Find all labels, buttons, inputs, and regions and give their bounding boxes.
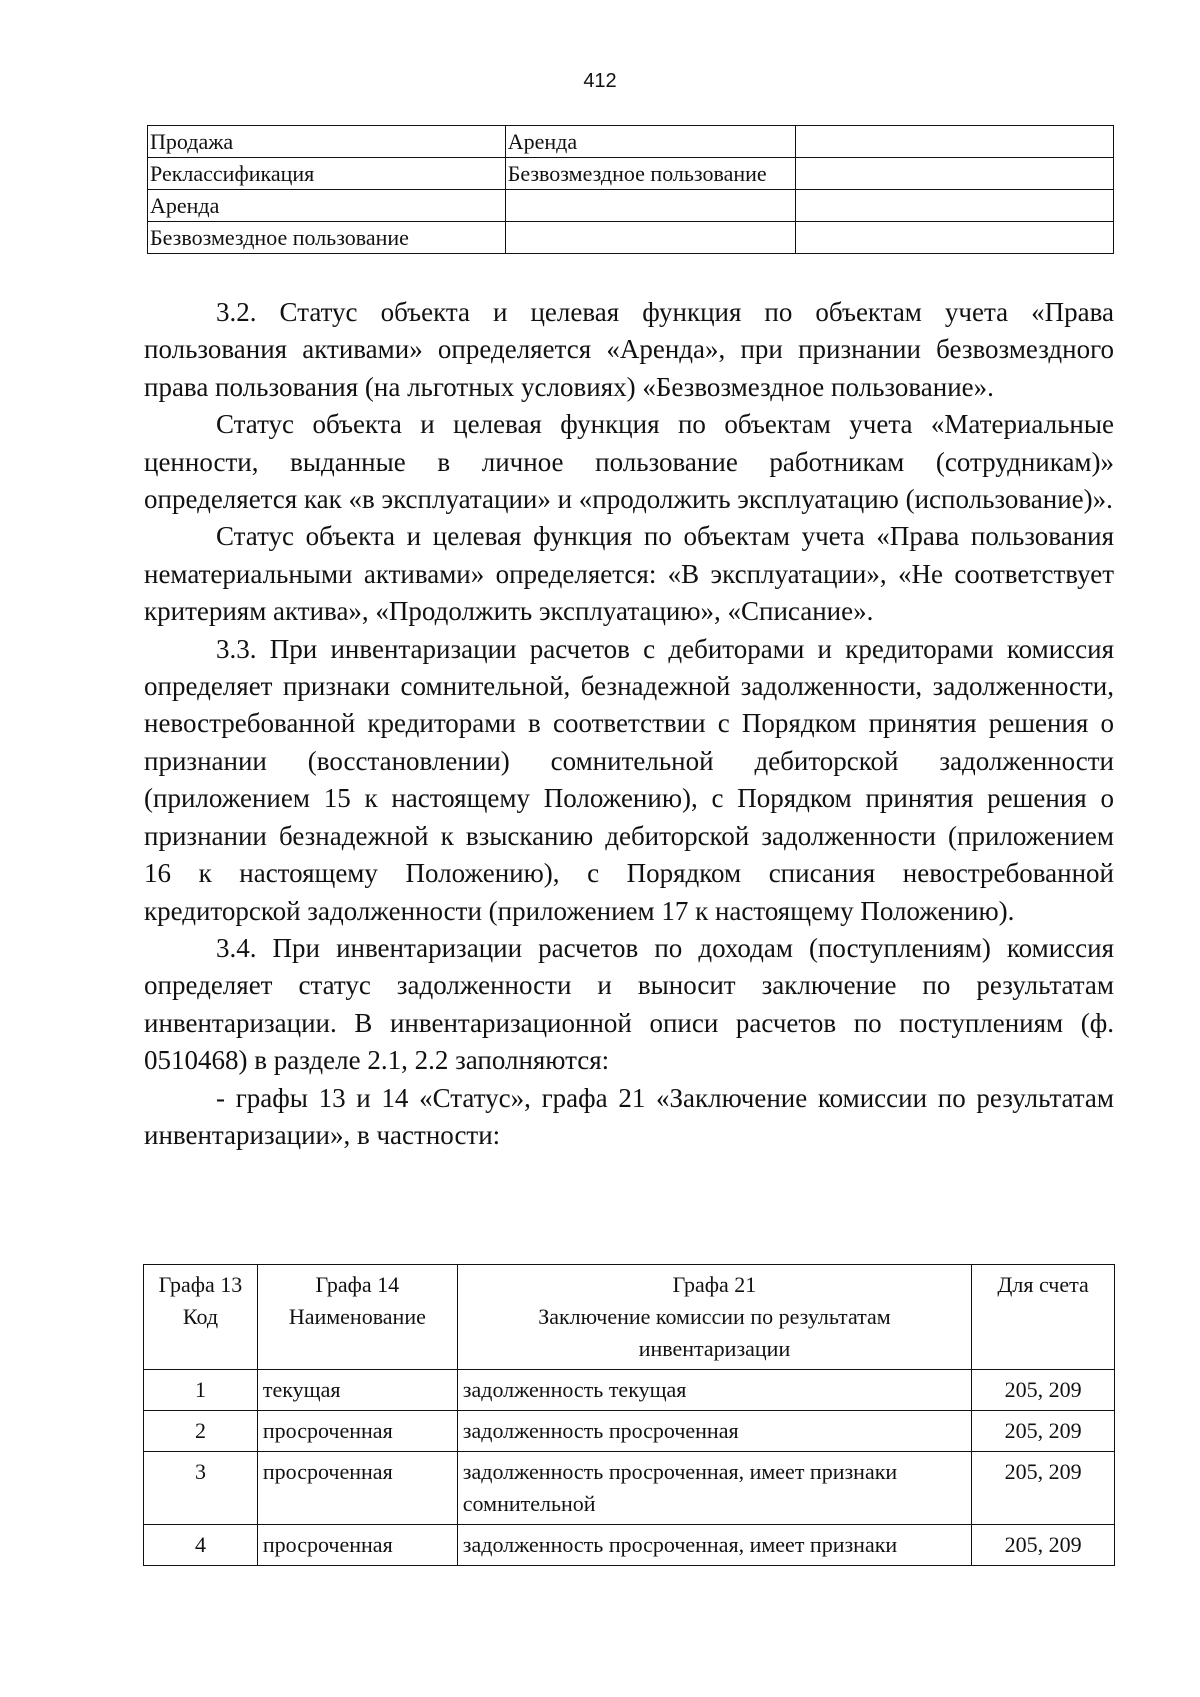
table-cell — [505, 190, 796, 222]
paragraph-3-4: 3.4. При инвентаризации расчетов по доходам (поступлениям) комиссия определяет статус задолженности и выносит заключение по результатам инвентаризации. В инвентаризационной описи расчетов по поступлениям (ф. 0510468) в разделе 2.1, 2.2 заполняются: — [144, 932, 1114, 1076]
table-cell: Безвозмездное пользование — [505, 158, 796, 190]
table-cell: Аренда — [505, 126, 796, 158]
table-cell: Реклассификация — [148, 158, 506, 190]
body-text — [144, 294, 1114, 1154]
table-header-row — [144, 1265, 1115, 1370]
table-cell: Продажа — [148, 126, 506, 158]
cell-name: просроченная — [257, 1411, 457, 1452]
cell-account: 205, 209 — [972, 1525, 1115, 1566]
table-cell — [505, 222, 796, 254]
table-row — [144, 1452, 1115, 1525]
table-cell — [796, 190, 1114, 222]
status-table — [147, 125, 1114, 254]
cell-code: 1 — [144, 1370, 258, 1411]
table-row — [144, 1525, 1115, 1566]
column-header-conclusion: Графа 21 Заключение комиссии по результатам инвентаризации — [457, 1265, 971, 1370]
table-cell — [796, 126, 1114, 158]
paragraph-columns-list: - графы 13 и 14 «Статус», графа 21 «Заключение комиссии по результатам инвентаризации», в частности: — [144, 1082, 1114, 1150]
table-row — [148, 222, 1114, 254]
table-cell — [796, 222, 1114, 254]
page-number: 412 — [583, 70, 617, 92]
table-row — [148, 158, 1114, 190]
paragraph-3-3: 3.3. При инвентаризации расчетов с дебиторами и кредиторами комиссия определяет признаки сомнительной, безнадежной задолженности, задолженности, невостребованной кредиторами в соответствии с Порядком принятия решения о признании (восстановлении) сомнительной дебиторской задолженности (приложением 15 к настоящему Положению), с Порядком принятия решения о признании безнадежной к взысканию дебиторской задолженности (приложением 16 к настоящему Положению), с Порядком списания невостребованной кредиторской задолженности (приложением 17 к настоящему Положению). — [144, 633, 1114, 926]
table-row — [144, 1411, 1115, 1452]
cell-conclusion: задолженность просроченная, имеет признаки сомнительной — [457, 1452, 971, 1525]
cell-code: 2 — [144, 1411, 258, 1452]
paragraph-material-values: Статус объекта и целевая функция по объектам учета «Материальные ценности, выданные в личное пользование работникам (сотрудникам)» определяется как «в эксплуатации» и «продолжить эксплуатацию (использование)». — [144, 409, 1114, 515]
table-cell: Аренда — [148, 190, 506, 222]
table-row — [148, 190, 1114, 222]
column-header-account: Для счета — [972, 1265, 1115, 1370]
cell-account: 205, 209 — [972, 1411, 1115, 1452]
status-code-table — [143, 1264, 1115, 1566]
column-header-name: Графа 14 Наименование — [257, 1265, 457, 1370]
cell-name: текущая — [257, 1370, 457, 1411]
paragraph-3-2: 3.2. Статус объекта и целевая функция по объектам учета «Права пользования активами» определяется «Аренда», при признании безвозмездного права пользования (на льготных условиях) «Безвозмездное пользование». — [144, 297, 1114, 402]
cell-code: 4 — [144, 1525, 258, 1566]
paragraph-intangible-assets: Статус объекта и целевая функция по объектам учета «Права пользования нематериальными активами» определяется: «В эксплуатации», «Не соответствует критериям актива», «Продолжить эксплуатацию», «Списание». — [144, 521, 1114, 627]
cell-conclusion: задолженность просроченная, имеет признаки — [457, 1525, 971, 1566]
column-header-code: Графа 13 Код — [144, 1265, 258, 1370]
table-row — [148, 126, 1114, 158]
cell-account: 205, 209 — [972, 1370, 1115, 1411]
cell-name: просроченная — [257, 1452, 457, 1525]
cell-conclusion: задолженность текущая — [457, 1370, 971, 1411]
cell-account: 205, 209 — [972, 1452, 1115, 1525]
cell-code: 3 — [144, 1452, 258, 1525]
cell-conclusion: задолженность просроченная — [457, 1411, 971, 1452]
table-cell — [796, 158, 1114, 190]
table-row — [144, 1370, 1115, 1411]
table-cell: Безвозмездное пользование — [148, 222, 506, 254]
cell-name: просроченная — [257, 1525, 457, 1566]
